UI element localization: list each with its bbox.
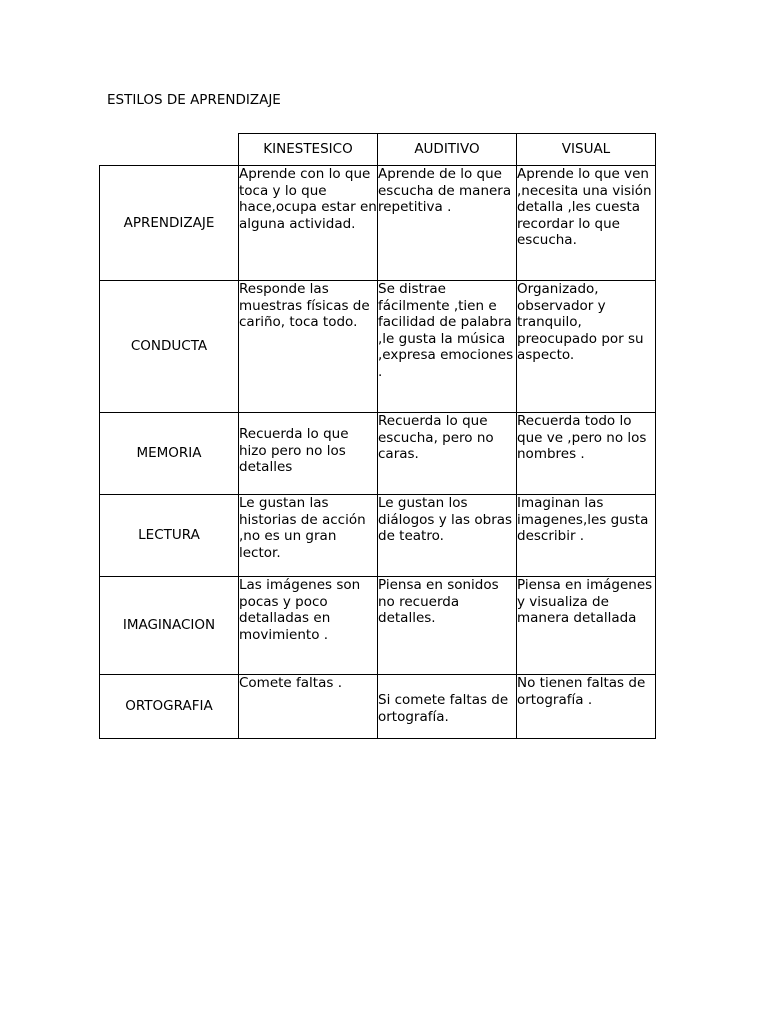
cell-conducta-kinestesico: Responde las muestras físicas de cariño, toca todo.	[239, 281, 378, 413]
cell-lectura-auditivo: Le gustan los diálogos y las obras de teatro.	[378, 495, 517, 577]
header-kinestesico: KINESTESICO	[239, 134, 378, 166]
table-row-aprendizaje	[100, 166, 656, 281]
cell-imaginacion-kinestesico: Las imágenes son pocas y poco detalladas en movimiento .	[239, 577, 378, 675]
table-row-conducta	[100, 281, 656, 413]
cell-aprendizaje-auditivo: Aprende de lo que escucha de manera repetitiva .	[378, 166, 517, 281]
page-title: ESTILOS DE APRENDIZAJE	[107, 92, 281, 108]
cell-lectura-kinestesico: Le gustan las historias de acción ,no es un gran lector.	[239, 495, 378, 577]
cell-aprendizaje-kinestesico: Aprende con lo que toca y lo que hace,ocupa estar en alguna actividad.	[239, 166, 378, 281]
cell-conducta-visual: Organizado, observador y tranquilo, preocupado por su aspecto.	[517, 281, 656, 413]
cell-memoria-auditivo: Recuerda lo que escucha, pero no caras.	[378, 413, 517, 495]
table-header-row	[100, 134, 656, 166]
row-label-aprendizaje: APRENDIZAJE	[100, 166, 239, 281]
cell-aprendizaje-visual: Aprende lo que ven ,necesita una visión detalla ,les cuesta recordar lo que escucha.	[517, 166, 656, 281]
cell-ortografia-auditivo: Si comete faltas de ortografía.	[378, 675, 517, 739]
row-label-imaginacion: IMAGINACION	[100, 577, 239, 675]
cell-conducta-auditivo: Se distrae fácilmente ,tien e facilidad de palabra ,le gusta la música ,expresa emociones .	[378, 281, 517, 413]
cell-memoria-kinestesico: Recuerda lo que hizo pero no los detalles	[239, 413, 378, 495]
row-label-ortografia: ORTOGRAFIA	[100, 675, 239, 739]
cell-ortografia-kinestesico: Comete faltas .	[239, 675, 378, 739]
cell-memoria-visual: Recuerda todo lo que ve ,pero no los nombres .	[517, 413, 656, 495]
cell-lectura-visual: Imaginan las imagenes,les gusta describir .	[517, 495, 656, 577]
table-row-imaginacion	[100, 577, 656, 675]
row-label-lectura: LECTURA	[100, 495, 239, 577]
row-label-conducta: CONDUCTA	[100, 281, 239, 413]
header-auditivo: AUDITIVO	[378, 134, 517, 166]
cell-ortografia-visual: No tienen faltas de ortografía .	[517, 675, 656, 739]
empty-corner-cell	[100, 134, 239, 166]
table-row-lectura	[100, 495, 656, 577]
cell-imaginacion-auditivo: Piensa en sonidos no recuerda detalles.	[378, 577, 517, 675]
header-visual: VISUAL	[517, 134, 656, 166]
cell-imaginacion-visual: Piensa en imágenes y visualiza de manera detallada	[517, 577, 656, 675]
table-row-memoria	[100, 413, 656, 495]
row-label-memoria: MEMORIA	[100, 413, 239, 495]
table-row-ortografia	[100, 675, 656, 739]
learning-styles-table	[99, 133, 656, 739]
